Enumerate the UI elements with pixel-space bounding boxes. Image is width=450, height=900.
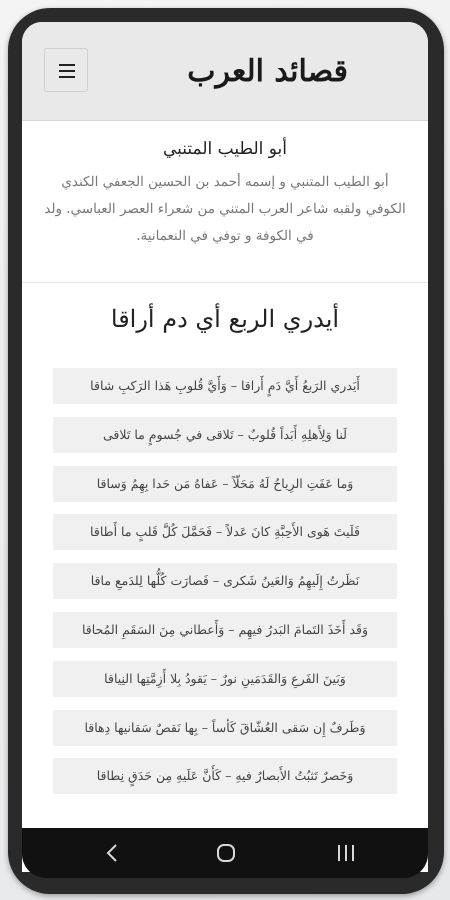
verse-item[interactable]: لَنا وَلِأَهلِهِ أَبَداً قُلوبٌ – تَلاقى في جُسومٍ ما تَلاقى — [53, 417, 397, 453]
nav-home-button[interactable] — [206, 828, 246, 878]
verse-item[interactable]: أَيَدري الرَبعُ أَيَّ دَمٍ أَراقا – وَأَيَّ قُلوبِ هَذا الرَكبِ شاقا — [53, 368, 397, 404]
app-header — [22, 22, 428, 121]
back-chevron-icon — [92, 828, 132, 878]
nav-recent-button[interactable] — [326, 828, 366, 878]
home-circle-icon — [206, 828, 246, 878]
verse-item[interactable]: وَخَصرٌ تَثبُتُ الأَبصارُ فيهِ – كَأَنَّ عَلَيهِ مِن حَدَقٍ نِطاقا — [53, 758, 397, 794]
poem-title: أيدري الربع أي دم أراقا — [110, 305, 340, 333]
app-screen — [22, 22, 428, 872]
verse-item[interactable]: نَظَرتُ إِلَيهِمُ وَالعَينُ شَكرى – فَصارَت كُلُّها لِلدَمعِ ماقا — [53, 563, 397, 599]
poet-info — [22, 121, 428, 281]
menu-button[interactable] — [44, 48, 88, 92]
divider — [22, 282, 428, 283]
verse-item[interactable]: وَما عَفَتِ الرِياحُ لَهُ مَحَلّاً – عَفاهُ مَن حَدا بِهِمُ وَساقا — [53, 466, 397, 502]
nav-back-button[interactable] — [92, 828, 132, 878]
app-logo: قصائد العرب — [187, 54, 348, 89]
verse-item[interactable]: وَطَرفٌ إِن سَقى العُشّاقَ كَأساً – بِها نَقصٌ سَقانيها دِهاقا — [53, 710, 397, 746]
verse-item[interactable]: فَلَيتَ هَوى الأَحِبَّةِ كانَ عَدلاً – فَحَمَّلَ كُلَّ قَلبٍ ما أَطاقا — [53, 514, 397, 550]
poet-bio: أبو الطيب المتنبي و إسمه أحمد بن الحسين الجعفي الكندي الكوفي ولقبه شاعر العرب المتني من شعراء العصر العباسي. ولد في الكوفة و توفي في النعمانية. — [44, 174, 406, 244]
poet-name: أبو الطيب المتنبي — [162, 139, 287, 159]
recent-apps-icon — [326, 828, 366, 878]
verse-item[interactable]: وَقَد أَخَذَ التَمامَ البَدرُ فيهِم – وَأَعطاني مِنَ السَقَمِ المُحاقا — [53, 612, 397, 648]
verse-list — [53, 368, 397, 807]
verse-item[interactable]: وَبَينَ الفَرعِ وَالقَدَمَينِ نورٌ – يَقودُ بِلا أَزِمَّتِها النِياقا — [53, 661, 397, 697]
system-nav-bar — [22, 828, 428, 878]
